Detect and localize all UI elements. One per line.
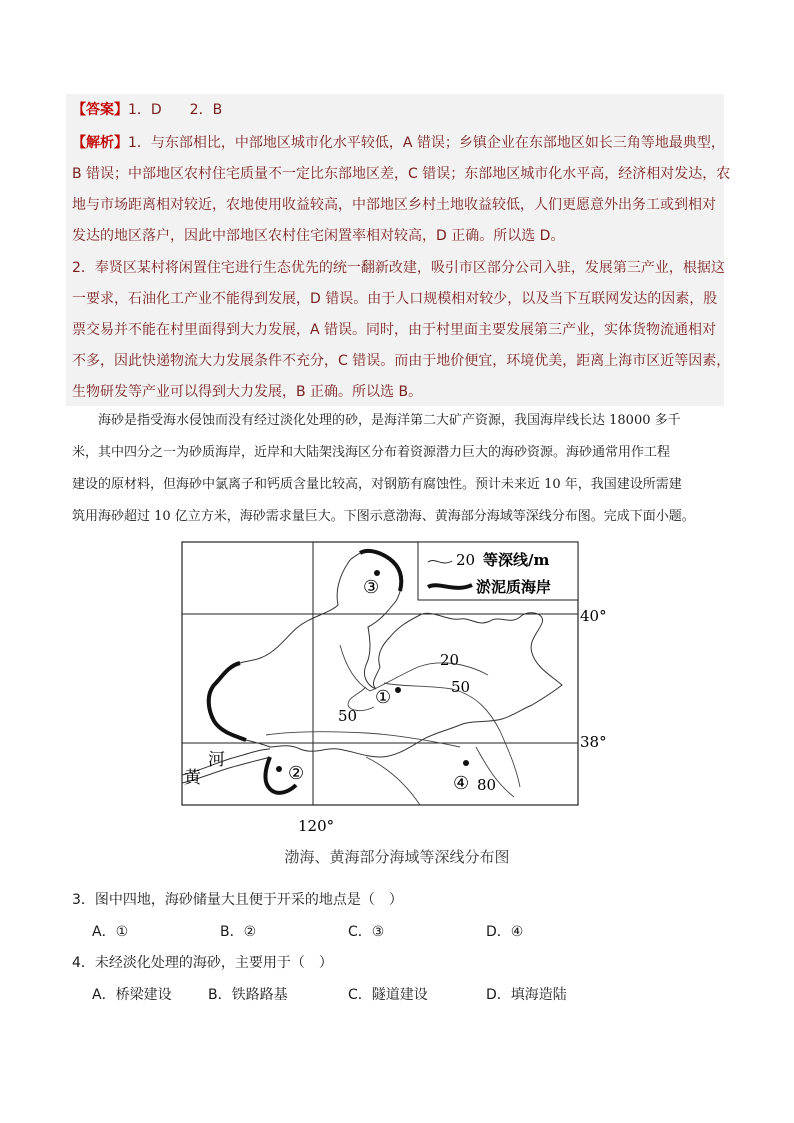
analysis-line-5: 2．奉贤区某村将闲置住宅进行生态优先的统一翻新改建，吸引市区部分公司入驻，发展第三产业，根据这 <box>72 260 725 276</box>
point-4-label: ④ <box>453 773 470 794</box>
lat-label-40: 40° <box>580 607 607 625</box>
analysis-line-3: 地与市场距离相对较近，农地使用收益较高，中部地区乡村土地收益较低，人们更愿意外出务工或到相对 <box>72 197 716 213</box>
question-3-option-b[interactable]: B．② <box>220 924 257 940</box>
question-4-option-c[interactable]: C．隧道建设 <box>348 987 428 1003</box>
isobath-label-80: 80 <box>477 776 497 794</box>
legend-isobath-value: 20 <box>456 551 476 569</box>
point-3-label: ③ <box>363 577 380 598</box>
question-3-stem: 3．图中四地，海砂储量大且便于开采的地点是（ ） <box>72 892 403 908</box>
answer-text: 1．D 2．B <box>128 102 223 118</box>
isobath-label-50-west: 50 <box>338 707 358 725</box>
question-3-option-c[interactable]: C．③ <box>348 924 385 940</box>
intro-line-3: 建设的原材料，但海砂中氯离子和钙质含量比较高，对钢筋有腐蚀性。预计未来近 10 年，我国建设所需建 <box>72 477 682 492</box>
lon-label-120: 120° <box>298 817 335 835</box>
analysis-text: 1．与东部相比，中部地区城市化水平较低，A 错误；乡镇企业在东部地区如长三角等地最典型， <box>128 135 725 151</box>
question-4-option-b[interactable]: B．铁路路基 <box>208 987 288 1003</box>
isobath-label-50-east: 50 <box>451 678 471 696</box>
analysis-line-8: 不多，因此快递物流大力发展条件不充分，C 错误。而由于地价便宜，环境优美，距离上海市区近等因素， <box>72 353 731 369</box>
intro-line-2: 米，其中四分之一为砂质海岸，近岸和大陆架浅海区分布着资源潜力巨大的海砂资源。海砂通常用作工程 <box>72 445 671 460</box>
analysis-line-1 <box>72 133 725 153</box>
isobath-south <box>366 757 420 805</box>
intro-line-4: 筑用海砂超过 10 亿立方米，海砂需求量巨大。下图示意渤海、黄海部分海域等深线分布图。完成下面小题。 <box>72 509 695 524</box>
analysis-tag: 【解析】 <box>72 135 128 151</box>
isobath-label-20: 20 <box>440 651 460 669</box>
analysis-line-9: 生物研发等产业可以得到大力发展，B 正确。所以选 B。 <box>72 384 423 400</box>
point-1-label: ① <box>375 687 392 708</box>
question-4-option-d[interactable]: D．填海造陆 <box>486 987 567 1003</box>
river-char-huang: 黄 <box>184 768 201 788</box>
analysis-line-6: 一要求，石油化工产业不能得到发展，D 错误。由于人口规模相对较少，以及当下互联网发达的因素，股 <box>72 291 718 307</box>
river-char-he: 河 <box>208 750 225 770</box>
question-3-option-a[interactable]: A．① <box>92 924 129 940</box>
isobath-map <box>170 535 610 845</box>
question-4-stem: 4．未经淡化处理的海砂，主要用于（ ） <box>72 955 333 971</box>
question-4-option-a[interactable]: A．桥梁建设 <box>92 987 172 1003</box>
point-3-dot <box>374 570 380 576</box>
point-1-dot <box>395 687 401 693</box>
intro-line-1: 海砂是指受海水侵蚀而没有经过淡化处理的砂，是海洋第二大矿产资源，我国海岸线长达 18000 多千 <box>98 413 681 428</box>
lat-label-38: 38° <box>580 733 607 751</box>
map-caption: 渤海、黄海部分海域等深线分布图 <box>284 848 510 866</box>
muddy-coast-west <box>209 663 246 740</box>
point-4-dot <box>463 760 469 766</box>
legend-isobath-label: 等深线/m <box>483 551 550 569</box>
point-2-dot <box>276 766 282 772</box>
analysis-line-7: 票交易并不能在村里面得到大力发展，A 错误。同时，由于村里面主要发展第三产业，实体货物流通相对 <box>72 322 717 338</box>
analysis-line-2: B 错误；中部地区农村住宅质量不一定比东部地区差，C 错误；东部地区城市化水平高，经济相对发达，农 <box>72 166 731 182</box>
question-3-option-d[interactable]: D．④ <box>486 924 524 940</box>
answer-line <box>72 100 222 120</box>
legend-coast-symbol <box>428 585 472 588</box>
legend-coast-label: 淤泥质海岸 <box>476 578 552 596</box>
isobath-outer <box>266 732 460 747</box>
answer-tag: 【答案】 <box>72 102 128 118</box>
point-2-label: ② <box>288 763 305 784</box>
isobath-50-east <box>384 683 520 787</box>
analysis-line-4: 发达的地区落户，因此中部地区农村住宅闲置率相对较高，D 正确。所以选 D。 <box>72 228 565 244</box>
